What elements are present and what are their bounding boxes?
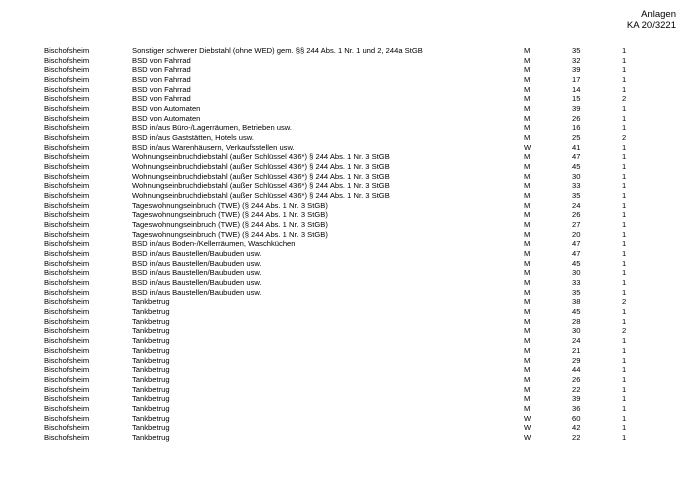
table-row <box>44 239 634 249</box>
table-row <box>44 56 634 66</box>
cell-age: 45 <box>572 258 581 268</box>
cell-sex: M <box>524 113 531 123</box>
cell-age: 27 <box>572 220 581 230</box>
cell-sex: M <box>524 133 531 143</box>
table-row <box>44 394 634 404</box>
cell-count: 1 <box>622 384 627 394</box>
cell-sex: M <box>524 200 531 210</box>
cell-sex: M <box>524 162 531 172</box>
cell-place: Bischofsheim <box>44 326 90 336</box>
cell-age: 17 <box>572 75 581 85</box>
cell-age: 25 <box>572 133 581 143</box>
cell-place: Bischofsheim <box>44 229 90 239</box>
table-row <box>44 181 634 191</box>
cell-age: 26 <box>572 113 581 123</box>
cell-place: Bischofsheim <box>44 152 90 162</box>
cell-sex: M <box>524 191 531 201</box>
cell-age: 16 <box>572 123 581 133</box>
cell-offense: BSD in/aus Baustellen/Baubuden usw. <box>132 287 262 297</box>
cell-offense: Tankbetrug <box>132 326 170 336</box>
cell-count: 1 <box>622 229 627 239</box>
cell-offense: BSD in/aus Gaststätten, Hotels usw. <box>132 133 254 143</box>
table-row <box>44 249 634 259</box>
cell-sex: M <box>524 55 531 65</box>
cell-place: Bischofsheim <box>44 55 90 65</box>
cell-place: Bischofsheim <box>44 65 90 75</box>
cell-age: 26 <box>572 210 581 220</box>
cell-age: 14 <box>572 84 581 94</box>
table-row <box>44 152 634 162</box>
cell-age: 35 <box>572 287 581 297</box>
cell-sex: M <box>524 374 531 384</box>
cell-sex: M <box>524 316 531 326</box>
cell-age: 30 <box>572 268 581 278</box>
cell-count: 1 <box>622 258 627 268</box>
cell-offense: BSD von Fahrrad <box>132 55 191 65</box>
table-row <box>44 114 634 124</box>
table-row <box>44 365 634 375</box>
cell-place: Bischofsheim <box>44 123 90 133</box>
cell-age: 24 <box>572 200 581 210</box>
table-row <box>44 268 634 278</box>
cell-offense: BSD von Automaten <box>132 113 201 123</box>
table-row <box>44 191 634 201</box>
cell-sex: M <box>524 210 531 220</box>
cell-sex: M <box>524 171 531 181</box>
cell-place: Bischofsheim <box>44 384 90 394</box>
cell-sex: M <box>524 181 531 191</box>
cell-count: 1 <box>622 75 627 85</box>
cell-offense: Tageswohnungseinbruch (TWE) (§ 244 Abs. 1 Nr. 3 StGB) <box>132 200 328 210</box>
cell-age: 44 <box>572 365 581 375</box>
cell-age: 45 <box>572 307 581 317</box>
table-row <box>44 297 634 307</box>
cell-count: 1 <box>622 55 627 65</box>
cell-count: 2 <box>622 133 627 143</box>
cell-sex: M <box>524 65 531 75</box>
cell-sex: M <box>524 307 531 317</box>
cell-place: Bischofsheim <box>44 220 90 230</box>
cell-offense: Tankbetrug <box>132 345 170 355</box>
cell-place: Bischofsheim <box>44 432 90 442</box>
cell-place: Bischofsheim <box>44 113 90 123</box>
case-table <box>44 46 634 443</box>
cell-age: 22 <box>572 432 581 442</box>
cell-sex: M <box>524 220 531 230</box>
cell-count: 1 <box>622 316 627 326</box>
cell-offense: Tankbetrug <box>132 336 170 346</box>
table-row <box>44 104 634 114</box>
cell-place: Bischofsheim <box>44 374 90 384</box>
table-row <box>44 288 634 298</box>
cell-place: Bischofsheim <box>44 316 90 326</box>
cell-count: 1 <box>622 181 627 191</box>
table-row <box>44 143 634 153</box>
cell-sex: M <box>524 365 531 375</box>
cell-sex: M <box>524 336 531 346</box>
cell-sex: M <box>524 123 531 133</box>
table-row <box>44 336 634 346</box>
cell-place: Bischofsheim <box>44 287 90 297</box>
cell-offense: Wohnungseinbruchdiebstahl (außer Schlüssel 436*) § 244 Abs. 1 Nr. 3 StGB <box>132 152 390 162</box>
cell-sex: M <box>524 278 531 288</box>
cell-offense: BSD in/aus Baustellen/Baubuden usw. <box>132 258 262 268</box>
cell-sex: M <box>524 152 531 162</box>
cell-count: 1 <box>622 249 627 259</box>
cell-place: Bischofsheim <box>44 365 90 375</box>
cell-offense: BSD von Automaten <box>132 104 201 114</box>
cell-offense: Tageswohnungseinbruch (TWE) (§ 244 Abs. 1 Nr. 3 StGB) <box>132 229 328 239</box>
cell-place: Bischofsheim <box>44 84 90 94</box>
cell-place: Bischofsheim <box>44 162 90 172</box>
table-row <box>44 259 634 269</box>
cell-place: Bischofsheim <box>44 403 90 413</box>
cell-place: Bischofsheim <box>44 297 90 307</box>
table-row <box>44 172 634 182</box>
cell-age: 22 <box>572 384 581 394</box>
cell-offense: BSD von Fahrrad <box>132 84 191 94</box>
cell-sex: M <box>524 94 531 104</box>
cell-count: 1 <box>622 432 627 442</box>
cell-age: 24 <box>572 336 581 346</box>
cell-count: 1 <box>622 336 627 346</box>
cell-offense: Sonstiger schwerer Diebstahl (ohne WED) gem. §§ 244 Abs. 1 Nr. 1 und 2, 244a StGB <box>132 46 423 55</box>
cell-place: Bischofsheim <box>44 75 90 85</box>
cell-offense: Tageswohnungseinbruch (TWE) (§ 244 Abs. 1 Nr. 3 StGB) <box>132 220 328 230</box>
cell-count: 1 <box>622 239 627 249</box>
cell-count: 1 <box>622 113 627 123</box>
cell-count: 1 <box>622 152 627 162</box>
cell-count: 1 <box>622 200 627 210</box>
cell-age: 47 <box>572 152 581 162</box>
cell-age: 60 <box>572 413 581 423</box>
cell-place: Bischofsheim <box>44 307 90 317</box>
cell-age: 36 <box>572 403 581 413</box>
cell-offense: Tankbetrug <box>132 355 170 365</box>
cell-place: Bischofsheim <box>44 94 90 104</box>
table-row <box>44 404 634 414</box>
cell-offense: Tankbetrug <box>132 307 170 317</box>
cell-count: 1 <box>622 403 627 413</box>
cell-count: 1 <box>622 46 627 55</box>
cell-age: 41 <box>572 142 581 152</box>
table-row <box>44 85 634 95</box>
cell-place: Bischofsheim <box>44 268 90 278</box>
cell-offense: Wohnungseinbruchdiebstahl (außer Schlüssel 436*) § 244 Abs. 1 Nr. 3 StGB <box>132 162 390 172</box>
cell-count: 1 <box>622 104 627 114</box>
cell-count: 1 <box>622 171 627 181</box>
cell-sex: M <box>524 84 531 94</box>
table-row <box>44 46 634 56</box>
cell-count: 1 <box>622 162 627 172</box>
cell-sex: W <box>524 413 532 423</box>
cell-offense: BSD in/aus Warenhäusern, Verkaufsstellen usw. <box>132 142 295 152</box>
header-annex-label: Anlagen <box>641 9 676 20</box>
cell-place: Bischofsheim <box>44 239 90 249</box>
table-row <box>44 162 634 172</box>
cell-offense: Wohnungseinbruchdiebstahl (außer Schlüssel 436*) § 244 Abs. 1 Nr. 3 StGB <box>132 191 390 201</box>
table-row <box>44 210 634 220</box>
cell-sex: M <box>524 297 531 307</box>
cell-age: 29 <box>572 355 581 365</box>
cell-count: 1 <box>622 191 627 201</box>
cell-offense: Tankbetrug <box>132 297 170 307</box>
cell-place: Bischofsheim <box>44 191 90 201</box>
cell-age: 47 <box>572 239 581 249</box>
cell-age: 20 <box>572 229 581 239</box>
cell-count: 1 <box>622 365 627 375</box>
cell-place: Bischofsheim <box>44 394 90 404</box>
cell-sex: M <box>524 403 531 413</box>
cell-offense: Tankbetrug <box>132 374 170 384</box>
cell-age: 15 <box>572 94 581 104</box>
cell-count: 1 <box>622 268 627 278</box>
cell-count: 2 <box>622 94 627 104</box>
cell-offense: BSD in/aus Büro-/Lagerräumen, Betrieben usw. <box>132 123 292 133</box>
table-row <box>44 133 634 143</box>
cell-place: Bischofsheim <box>44 142 90 152</box>
cell-offense: BSD von Fahrrad <box>132 94 191 104</box>
table-row <box>44 65 634 75</box>
cell-offense: BSD von Fahrrad <box>132 75 191 85</box>
table-row <box>44 423 634 433</box>
table-row <box>44 220 634 230</box>
cell-count: 1 <box>622 123 627 133</box>
table-row <box>44 375 634 385</box>
cell-offense: Tankbetrug <box>132 316 170 326</box>
cell-age: 28 <box>572 316 581 326</box>
cell-offense: Tankbetrug <box>132 432 170 442</box>
cell-sex: M <box>524 268 531 278</box>
cell-count: 1 <box>622 84 627 94</box>
cell-sex: W <box>524 142 532 152</box>
cell-age: 35 <box>572 191 581 201</box>
cell-count: 1 <box>622 423 627 433</box>
cell-sex: M <box>524 258 531 268</box>
cell-age: 35 <box>572 46 581 55</box>
cell-age: 39 <box>572 65 581 75</box>
table-row <box>44 356 634 366</box>
table-row <box>44 94 634 104</box>
cell-place: Bischofsheim <box>44 345 90 355</box>
cell-place: Bischofsheim <box>44 423 90 433</box>
cell-place: Bischofsheim <box>44 210 90 220</box>
cell-place: Bischofsheim <box>44 200 90 210</box>
cell-age: 47 <box>572 249 581 259</box>
cell-age: 42 <box>572 423 581 433</box>
cell-count: 2 <box>622 297 627 307</box>
cell-offense: Tankbetrug <box>132 394 170 404</box>
cell-sex: M <box>524 384 531 394</box>
cell-place: Bischofsheim <box>44 413 90 423</box>
cell-sex: M <box>524 46 531 55</box>
cell-age: 30 <box>572 326 581 336</box>
table-row <box>44 326 634 336</box>
cell-count: 1 <box>622 142 627 152</box>
cell-count: 1 <box>622 287 627 297</box>
cell-sex: M <box>524 326 531 336</box>
cell-sex: M <box>524 355 531 365</box>
table-row <box>44 317 634 327</box>
table-row <box>44 75 634 85</box>
cell-offense: Tankbetrug <box>132 423 170 433</box>
document-header <box>627 9 676 31</box>
cell-count: 1 <box>622 394 627 404</box>
cell-count: 1 <box>622 65 627 75</box>
table-row <box>44 346 634 356</box>
cell-place: Bischofsheim <box>44 171 90 181</box>
cell-sex: M <box>524 75 531 85</box>
cell-count: 1 <box>622 307 627 317</box>
cell-age: 33 <box>572 181 581 191</box>
cell-sex: M <box>524 345 531 355</box>
table-row <box>44 123 634 133</box>
table-row <box>44 230 634 240</box>
cell-age: 39 <box>572 104 581 114</box>
table-row <box>44 385 634 395</box>
cell-place: Bischofsheim <box>44 46 90 55</box>
cell-place: Bischofsheim <box>44 258 90 268</box>
cell-offense: Tankbetrug <box>132 413 170 423</box>
table-row <box>44 307 634 317</box>
cell-sex: M <box>524 229 531 239</box>
cell-offense: Wohnungseinbruchdiebstahl (außer Schlüssel 436*) § 244 Abs. 1 Nr. 3 StGB <box>132 181 390 191</box>
cell-age: 30 <box>572 171 581 181</box>
cell-offense: Tankbetrug <box>132 365 170 375</box>
cell-age: 33 <box>572 278 581 288</box>
table-row <box>44 414 634 424</box>
cell-offense: Tankbetrug <box>132 403 170 413</box>
cell-count: 1 <box>622 220 627 230</box>
cell-sex: M <box>524 287 531 297</box>
cell-offense: BSD von Fahrrad <box>132 65 191 75</box>
cell-age: 39 <box>572 394 581 404</box>
table-row <box>44 201 634 211</box>
cell-age: 45 <box>572 162 581 172</box>
cell-count: 1 <box>622 345 627 355</box>
cell-sex: M <box>524 394 531 404</box>
cell-sex: M <box>524 104 531 114</box>
cell-place: Bischofsheim <box>44 355 90 365</box>
cell-count: 1 <box>622 210 627 220</box>
cell-offense: Tankbetrug <box>132 384 170 394</box>
cell-place: Bischofsheim <box>44 133 90 143</box>
cell-count: 1 <box>622 374 627 384</box>
cell-sex: M <box>524 249 531 259</box>
cell-offense: BSD in/aus Boden-/Kellerräumen, Waschküchen <box>132 239 296 249</box>
cell-sex: W <box>524 423 532 433</box>
cell-place: Bischofsheim <box>44 104 90 114</box>
table-row <box>44 278 634 288</box>
cell-place: Bischofsheim <box>44 278 90 288</box>
cell-count: 1 <box>622 278 627 288</box>
cell-age: 32 <box>572 55 581 65</box>
cell-offense: BSD in/aus Baustellen/Baubuden usw. <box>132 278 262 288</box>
cell-sex: W <box>524 432 532 442</box>
cell-sex: M <box>524 239 531 249</box>
cell-count: 1 <box>622 355 627 365</box>
cell-age: 38 <box>572 297 581 307</box>
cell-offense: BSD in/aus Baustellen/Baubuden usw. <box>132 249 262 259</box>
cell-offense: Wohnungseinbruchdiebstahl (außer Schlüssel 436*) § 244 Abs. 1 Nr. 3 StGB <box>132 171 390 181</box>
cell-count: 2 <box>622 326 627 336</box>
cell-offense: Tageswohnungseinbruch (TWE) (§ 244 Abs. 1 Nr. 3 StGB) <box>132 210 328 220</box>
cell-age: 21 <box>572 345 581 355</box>
cell-count: 1 <box>622 413 627 423</box>
table-row <box>44 433 634 443</box>
cell-place: Bischofsheim <box>44 336 90 346</box>
header-document-number: KA 20/3221 <box>626 20 676 31</box>
cell-place: Bischofsheim <box>44 181 90 191</box>
cell-age: 26 <box>572 374 581 384</box>
cell-place: Bischofsheim <box>44 249 90 259</box>
cell-offense: BSD in/aus Baustellen/Baubuden usw. <box>132 268 262 278</box>
